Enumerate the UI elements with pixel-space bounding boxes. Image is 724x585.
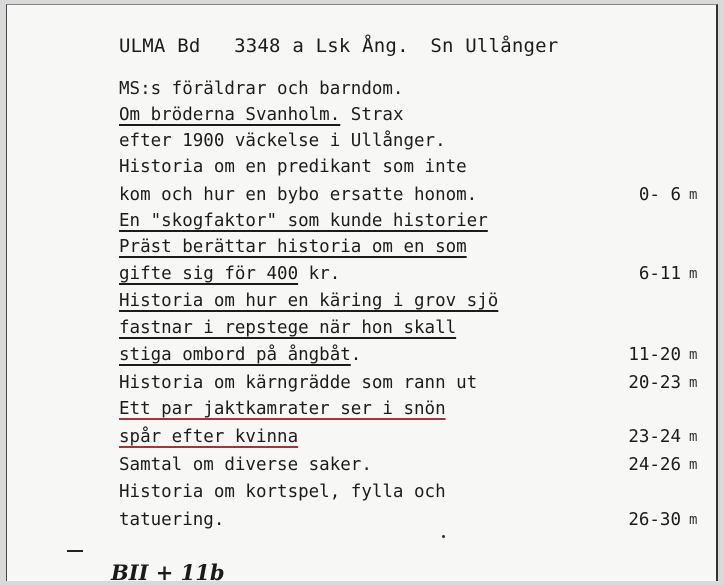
entry-text: fastnar i repstege när hon skall (119, 318, 457, 338)
entry-row (119, 482, 709, 507)
entry-row (119, 318, 709, 343)
entry-text: En "skogfaktor" som kunde historier (119, 211, 488, 231)
entry-unit: m (689, 457, 698, 473)
parish-label: Sn Ullånger (430, 35, 559, 57)
entry-time: 6-11 (638, 264, 681, 284)
entry-time: 0- 6 (638, 185, 681, 205)
ink-dot (442, 535, 445, 538)
entry-time: 24-26 (628, 455, 681, 475)
entry-row (119, 237, 709, 262)
entry-row (119, 427, 709, 452)
archive-label: ULMA Bd (119, 35, 201, 57)
entry-text: kom och hur en bybo ersatte honom. (119, 185, 478, 205)
entry-unit: m (689, 512, 698, 528)
entry-row (119, 185, 709, 210)
entry-row (119, 105, 709, 130)
entry-row (119, 345, 709, 370)
entry-row (119, 510, 709, 535)
entry-row (119, 455, 709, 480)
entry-time: 20-23 (628, 373, 681, 393)
entry-unit: m (689, 375, 698, 391)
entry-text: Historia om en predikant som inte (119, 157, 467, 177)
entry-row (119, 131, 709, 156)
entry-time: 23-24 (628, 427, 681, 447)
entry-row (119, 399, 709, 424)
card-header (119, 35, 580, 57)
underlined-phrase: Om bröderna Svanholm. (119, 105, 341, 125)
entry-text: MS:s föräldrar och barndom. (119, 79, 404, 99)
entry-unit: m (689, 347, 698, 363)
entry-text: Historia om kortspel, fylla och (119, 482, 446, 502)
entry-row (119, 264, 709, 289)
entry-text: Historia om hur en käring i grov sjö (119, 291, 499, 311)
margin-mark (67, 550, 83, 552)
entry-text: spår efter kvinna (119, 427, 299, 447)
entry-text: Präst berättar historia om en som (119, 237, 467, 257)
entry-text: Ett par jaktkamrater ser i snön (119, 399, 446, 419)
entry-text: gifte sig för 400 kr. (119, 264, 341, 284)
reference-number: 3348 a Lsk Ång. (234, 35, 409, 57)
entry-text: stiga ombord på ångbåt. (119, 345, 362, 365)
entry-row (119, 79, 709, 104)
underlined-phrase: stiga ombord på ångbåt (119, 345, 351, 365)
entry-time: 11-20 (628, 345, 681, 365)
entry-unit: m (689, 187, 698, 203)
entry-row (119, 373, 709, 398)
entry-unit: m (689, 266, 698, 282)
entry-row (119, 157, 709, 182)
entry-unit: m (689, 429, 698, 445)
index-card (6, 4, 718, 585)
entry-text: Om bröderna Svanholm. Strax (119, 105, 404, 125)
handwritten-note: BII + 11b (111, 560, 225, 585)
entry-time: 26-30 (628, 510, 681, 530)
entry-row (119, 211, 709, 236)
underlined-phrase: gifte sig för 400 (119, 264, 299, 284)
entry-row (119, 291, 709, 316)
entry-text: Samtal om diverse saker. (119, 455, 372, 475)
entry-text: Historia om kärngrädde som rann ut (119, 373, 478, 393)
entry-text: tatuering. (119, 510, 225, 530)
entry-text: efter 1900 väckelse i Ullånger. (119, 131, 446, 151)
